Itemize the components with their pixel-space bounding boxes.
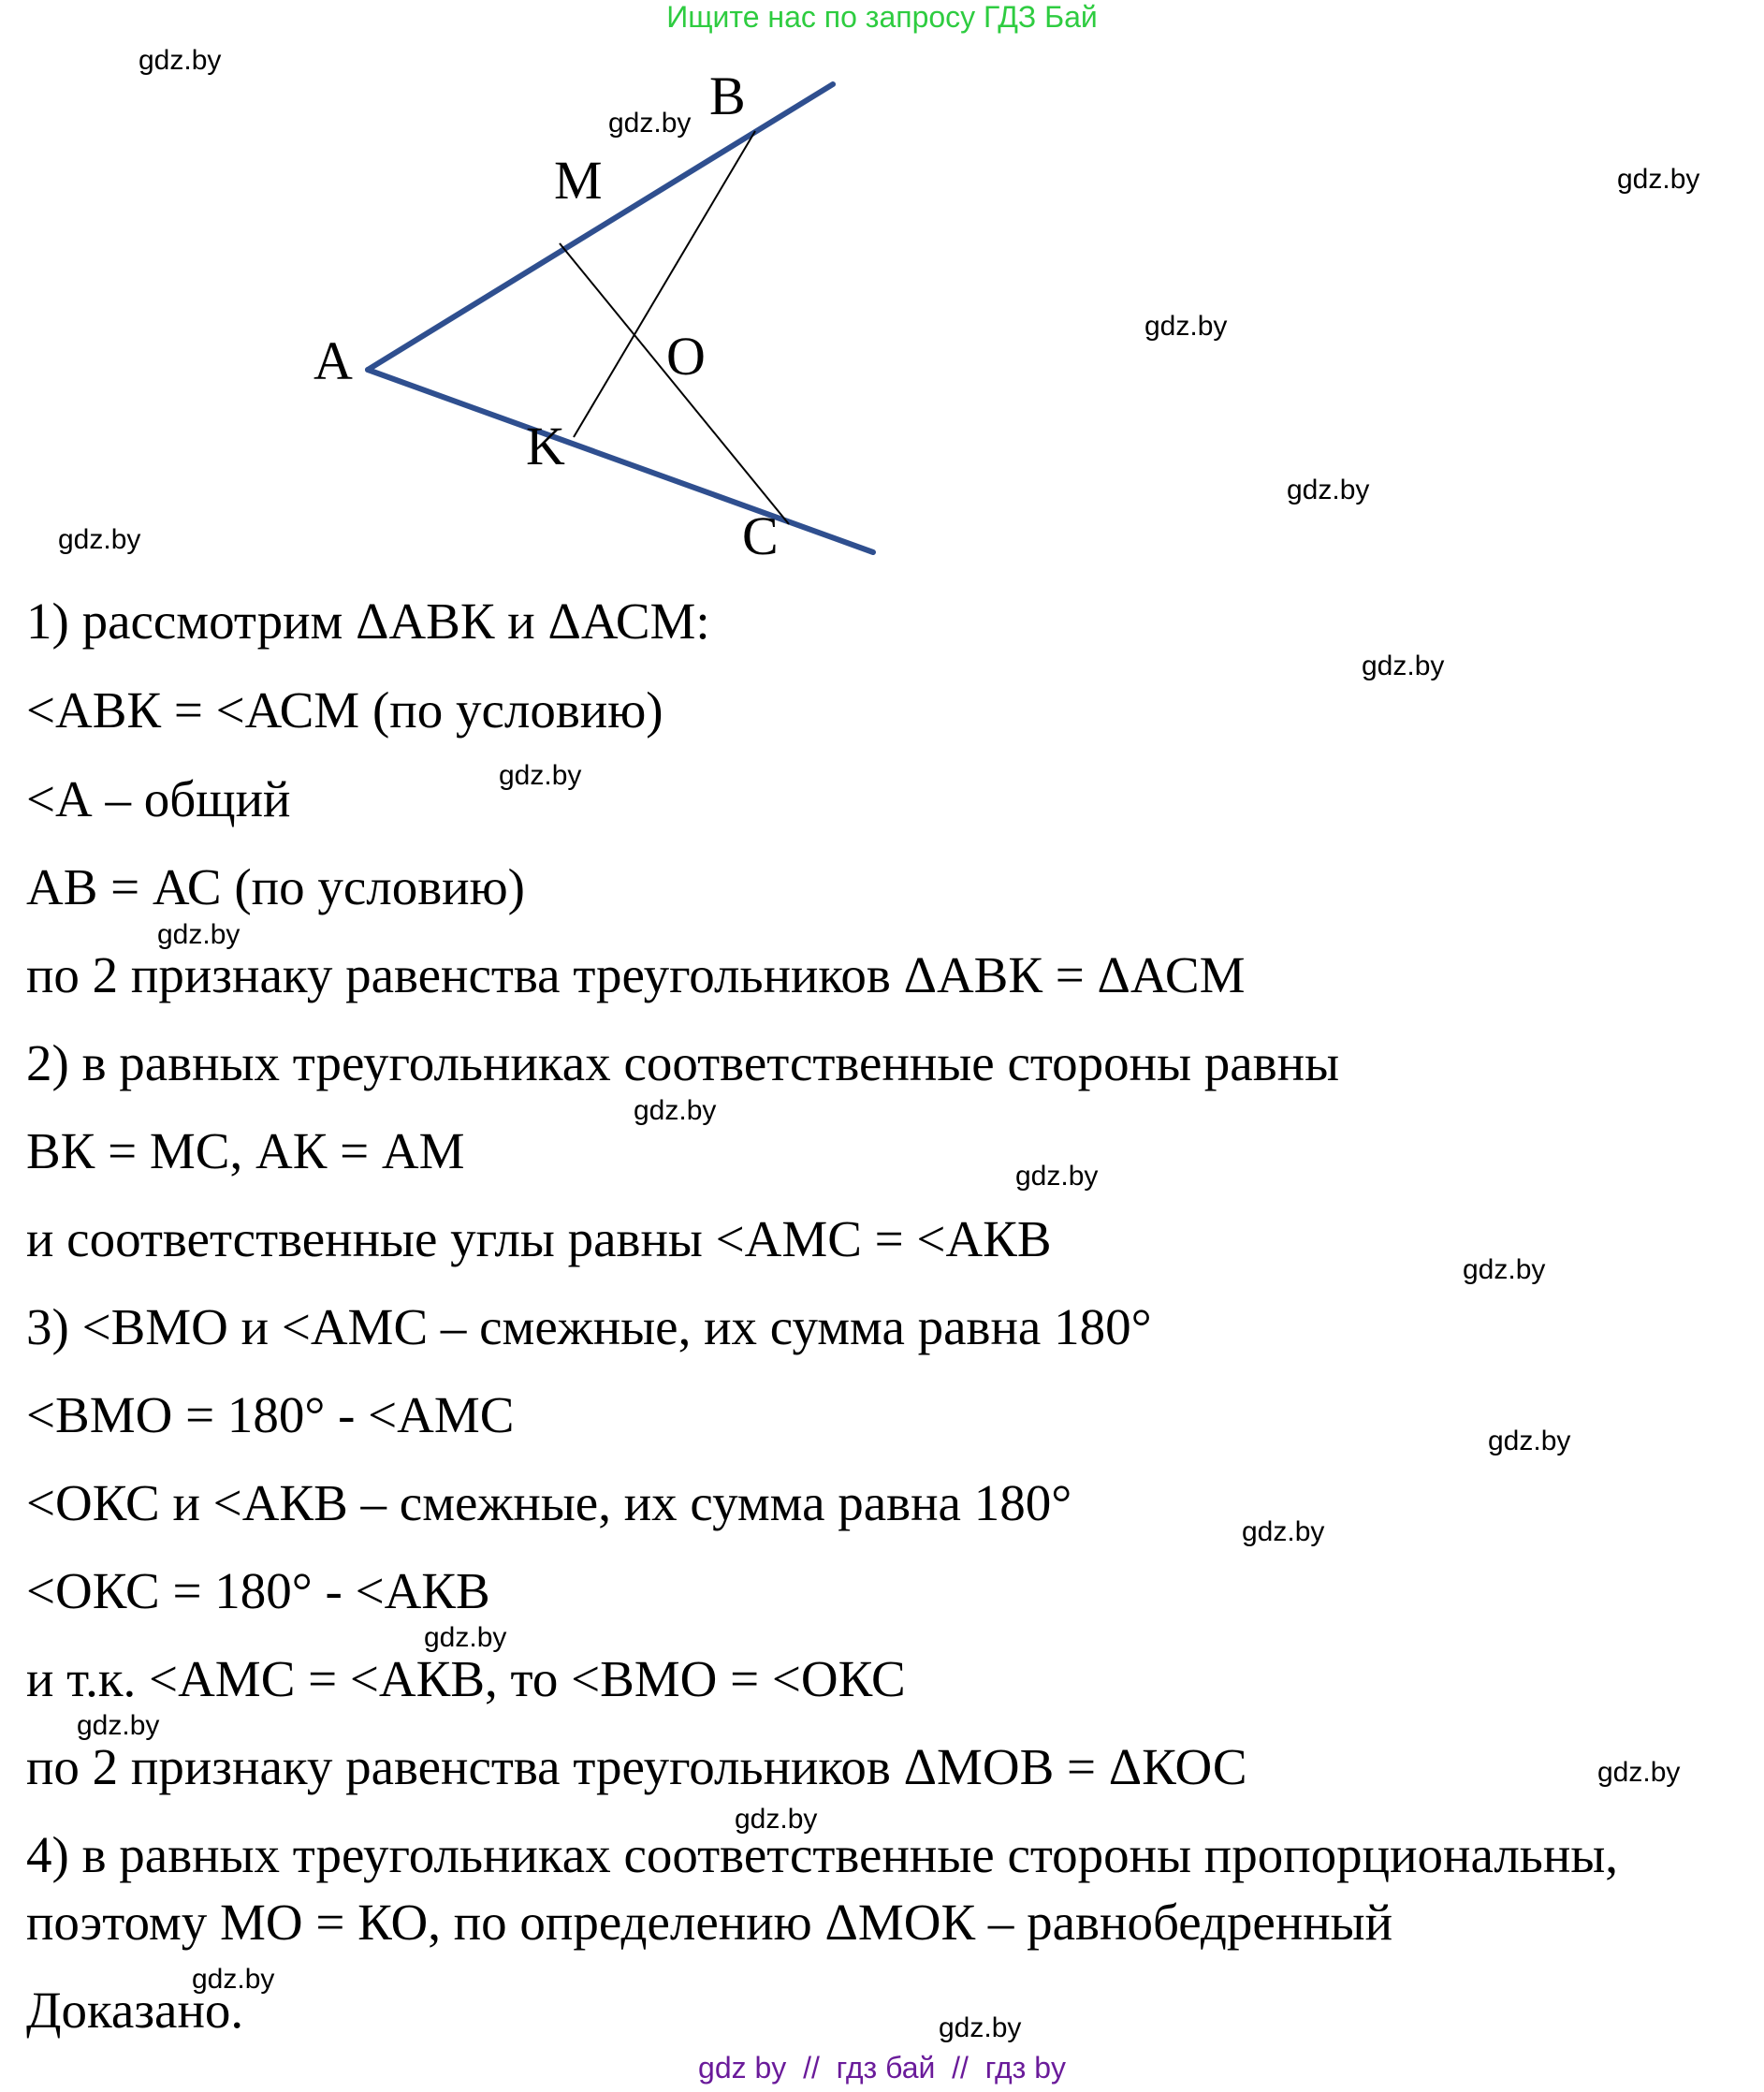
solution-line: и соответственные углы равны <АМС = <АКВ xyxy=(26,1210,1052,1267)
watermark: gdz.by xyxy=(1362,651,1445,681)
label-k: K xyxy=(526,416,565,476)
watermark: gdz.by xyxy=(138,45,222,76)
watermark: gdz.by xyxy=(608,108,692,139)
watermark: gdz.by xyxy=(157,919,241,950)
solution-line: 4) в равных треугольниках соответственные стороны пропорциональны, xyxy=(26,1826,1619,1883)
watermark: gdz.by xyxy=(192,1964,275,1995)
top-banner: Ищите нас по запросу ГДЗ Бай xyxy=(666,0,1098,34)
solution-line: ВК = МС, АК = АМ xyxy=(26,1122,465,1179)
solution-line: по 2 признаку равенства треугольников ΔАВК = ΔАСМ xyxy=(26,946,1246,1003)
solution-line: <А – общий xyxy=(26,770,291,827)
watermark: gdz.by xyxy=(939,2012,1022,2043)
watermark: gdz.by xyxy=(1463,1254,1546,1285)
solution-line: по 2 признаку равенства треугольников ΔМОВ = ΔКОС xyxy=(26,1738,1247,1795)
watermark: gdz.by xyxy=(1597,1757,1681,1788)
geometry-diagram xyxy=(0,0,1764,580)
solution-line: поэтому МО = КО, по определению ΔМОК – равнобедренный xyxy=(26,1894,1393,1951)
watermark: gdz.by xyxy=(1144,311,1228,342)
ray-ac xyxy=(368,370,873,552)
watermark: gdz.by xyxy=(735,1804,818,1835)
watermark: gdz.by xyxy=(77,1710,160,1741)
ray-ab xyxy=(368,84,833,370)
watermark: gdz.by xyxy=(1015,1161,1099,1192)
solution-line: <ОКС и <АКВ – смежные, их сумма равна 180° xyxy=(26,1474,1072,1531)
watermark: gdz.by xyxy=(58,524,141,555)
watermark: gdz.by xyxy=(1488,1426,1571,1456)
watermark: gdz.by xyxy=(499,760,582,791)
label-m: M xyxy=(554,150,603,211)
solution-line: и т.к. <АМС = <АКВ, то <ВМО = <ОКС xyxy=(26,1650,906,1707)
solution-line: <ВМО = 180° - <АМС xyxy=(26,1386,515,1443)
watermark: gdz.by xyxy=(424,1622,507,1653)
footer-links: gdz by // гдз бай // гдз by xyxy=(698,2051,1066,2085)
solution-line: Доказано. xyxy=(26,1982,244,2039)
watermark: gdz.by xyxy=(1617,164,1700,195)
label-b: B xyxy=(709,66,746,126)
solution-line: 3) <ВМО и <АМС – смежные, их сумма равна 180° xyxy=(26,1298,1152,1355)
watermark: gdz.by xyxy=(634,1095,717,1126)
solution-line: АВ = АС (по условию) xyxy=(26,858,526,915)
label-o: O xyxy=(666,326,706,387)
solution-line: <АВК = <АСМ (по условию) xyxy=(26,681,663,739)
solution-line: <ОКС = 180° - <АКВ xyxy=(26,1562,490,1619)
label-c: C xyxy=(742,505,779,566)
solution-line: 2) в равных треугольниках соответственные стороны равны xyxy=(26,1034,1340,1091)
solution-line: 1) рассмотрим ΔАВК и ΔАСМ: xyxy=(26,592,710,650)
watermark: gdz.by xyxy=(1287,475,1370,505)
label-a: A xyxy=(313,330,353,391)
watermark: gdz.by xyxy=(1242,1516,1325,1547)
